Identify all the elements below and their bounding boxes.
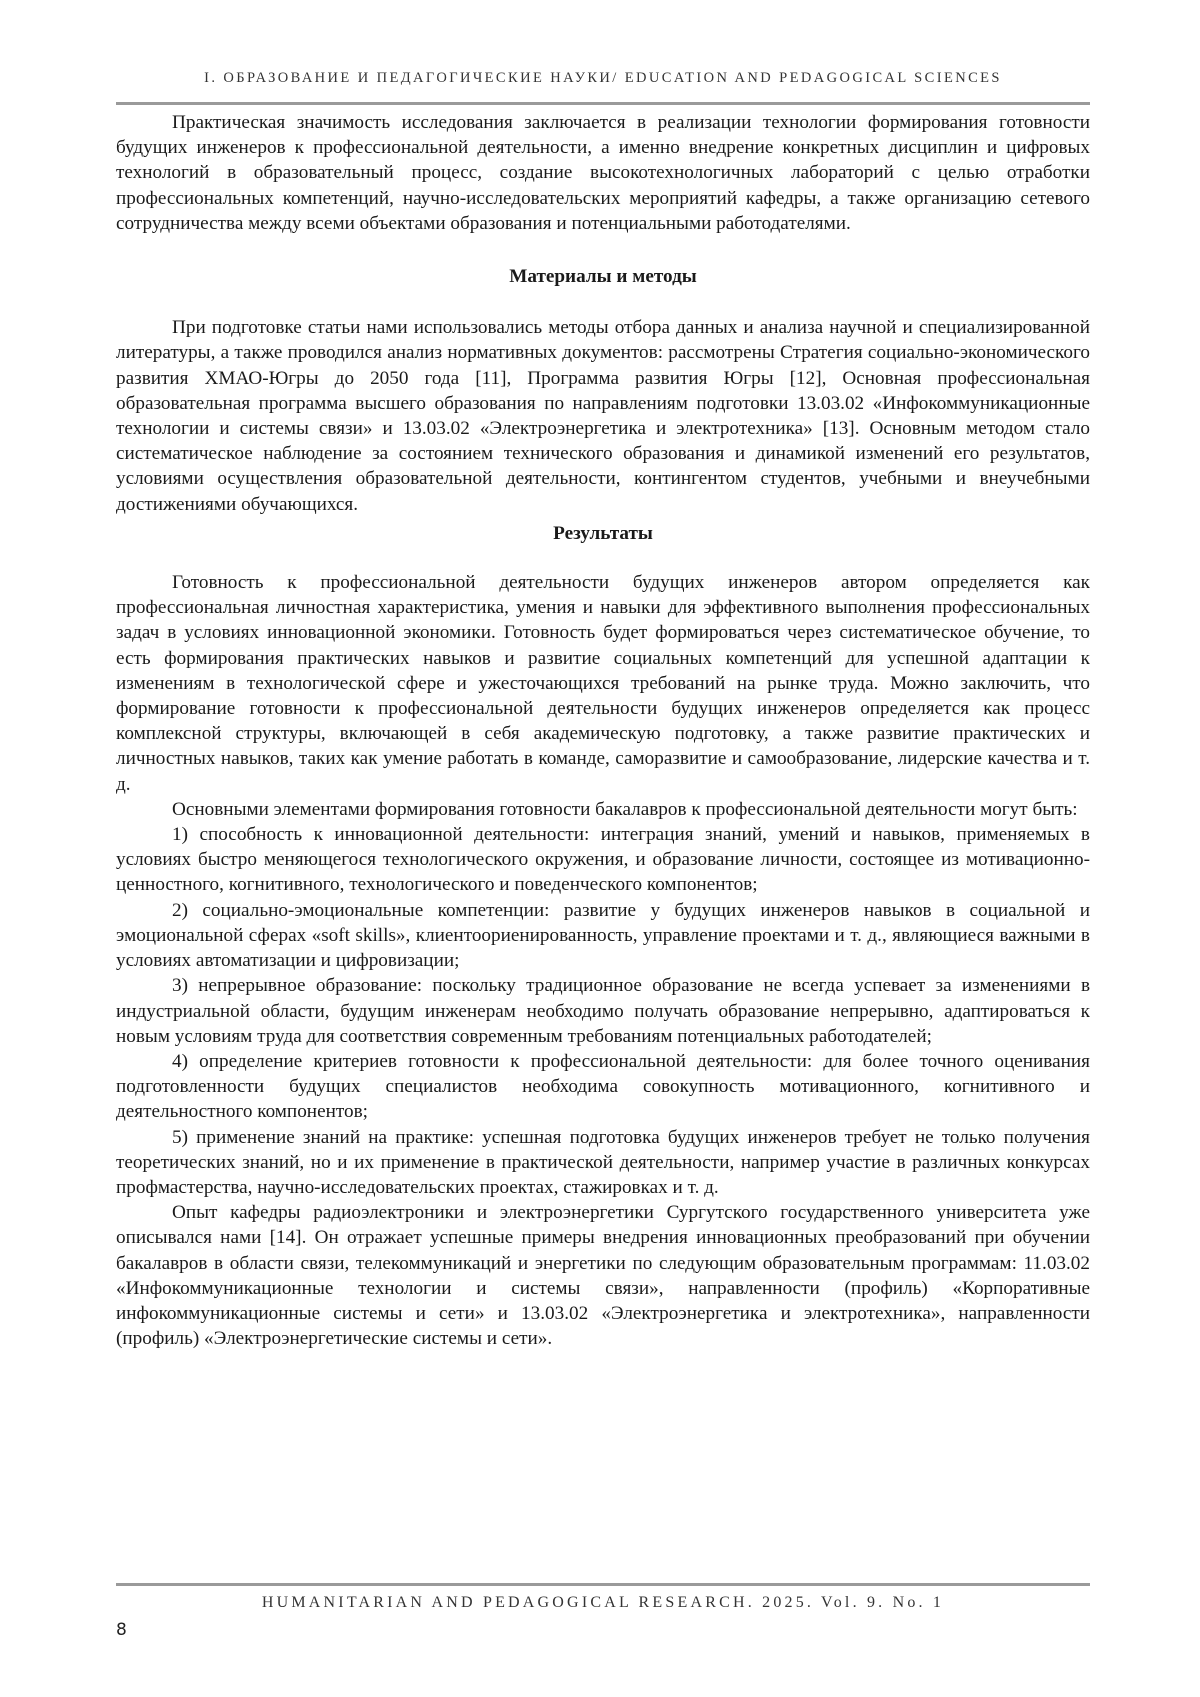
results-paragraph: Основными элементами формирования готовности бакалавров к профессиональной деятельности могут быть: [116,797,1090,822]
header-rule [116,102,1090,105]
list-item: 1) способность к инновационной деятельности: интеграция знаний, умений и навыков, применяемых в условиях быстро меняющегося технологического окружения, и образование личности, состоящее из мотивационно-ценностного, когнитивного, технологического и поведенческого компонентов; [116,822,1090,898]
list-item: 5) применение знаний на практике: успешная подготовка будущих инженеров требует не только получения теоретических знаний, но и их применение в практической деятельности, например участие в различных конкурсах профмастерства, научно-исследовательских проектах, стажировках и т. д. [116,1125,1090,1201]
running-header: I. ОБРАЗОВАНИЕ И ПЕДАГОГИЧЕСКИЕ НАУКИ/ EDUCATION AND PEDAGOGICAL SCIENCES [116,70,1090,87]
list-item: 4) определение критериев готовности к профессиональной деятельности: для более точного оценивания подготовленности будущих специалистов необходима совокупность мотивационного, когнитивного и деятельностного компонентов; [116,1049,1090,1125]
methods-paragraph: При подготовке статьи нами использовались методы отбора данных и анализа научной и специализированной литературы, а также проводился анализ нормативных документов: рассмотрены Стратегия социально-экономического развития ХМАО-Югры до 2050 года [11], Программа развития Югры [12], Основная профессиональная образовательная программа высшего образования по направлениям подготовки 13.03.02 «Инфокоммуникационные технологии и системы связи» и 13.03.02 «Электроэнергетика и электротехника» [13]. Основным методом стало систематическое наблюдение за состоянием технического образования и динамикой изменений его результатов, условиями осуществления образовательной деятельности, контингентом студентов, учебными и внеучебными достижениями обучающихся. [116,315,1090,517]
methods-heading: Материалы и методы [116,264,1090,289]
page-number: 8 [116,1620,127,1640]
spacer [116,236,1090,264]
results-heading: Результаты [116,521,1090,546]
spacer [116,289,1090,315]
article-body [116,110,1090,1351]
intro-paragraph: Практическая значимость исследования заключается в реализации технологии формирования готовности будущих инженеров к профессиональной деятельности, а именно внедрение конкретных дисциплин и цифровых технологий в образовательный процесс, создание высокотехнологичных лабораторий с целью отработки профессиональных компетенций, научно-исследовательских мероприятий кафедры, а также организацию сетевого сотрудничества между всеми объектами образования и потенциальными работодателями. [116,110,1090,236]
list-item: 3) непрерывное образование: поскольку традиционное образование не всегда успевает за изменениями в индустриальной области, будущим инженерам необходимо получать образование непрерывно, адаптироваться к новым условиям труда для соответствия современным требованиям потенциальных работодателей; [116,973,1090,1049]
footer-rule [116,1583,1090,1586]
running-footer: HUMANITARIAN AND PEDAGOGICAL RESEARCH. 2025. Vol. 9. No. 1 [116,1594,1090,1612]
spacer [116,546,1090,570]
closing-paragraph: Опыт кафедры радиоэлектроники и электроэнергетики Сургутского государственного университета уже описывался нами [14]. Он отражает успешные примеры внедрения инновационных преобразований при обучении бакалавров в области связи, телекоммуникаций и энергетики по следующим образовательным программам: 11.03.02 «Инфокоммуникационные технологии и системы связи», направленности (профиль) «Корпоративные инфокоммуникационные системы и сети» и 13.03.02 «Электроэнергетика и электротехника», направленности (профиль) «Электроэнергетические системы и сети». [116,1200,1090,1351]
results-paragraph: Готовность к профессиональной деятельности будущих инженеров автором определяется как профессиональная личностная характеристика, умения и навыки для эффективного выполнения профессиональных задач в условиях инновационной экономики. Готовность будет формироваться через систематическое обучение, то есть формирования практических навыков и развитие социальных компетенций для успешной адаптации к изменениям в технологической сфере и ужесточающихся требований на рынке труда. Можно заключить, что формирование готовности к профессиональной деятельности будущих инженеров определяется как процесс комплексной структуры, включающей в себя академическую подготовку, а также развитие практических и личностных навыков, таких как умение работать в команде, саморазвитие и самообразование, лидерские качества и т. д. [116,570,1090,797]
list-item: 2) социально-эмоциональные компетенции: развитие у будущих инженеров навыков в социальной и эмоциональной сферах «soft skills», клиентоориенированность, управление проектами и т. д., являющиеся важными в условиях автоматизации и цифровизации; [116,898,1090,974]
